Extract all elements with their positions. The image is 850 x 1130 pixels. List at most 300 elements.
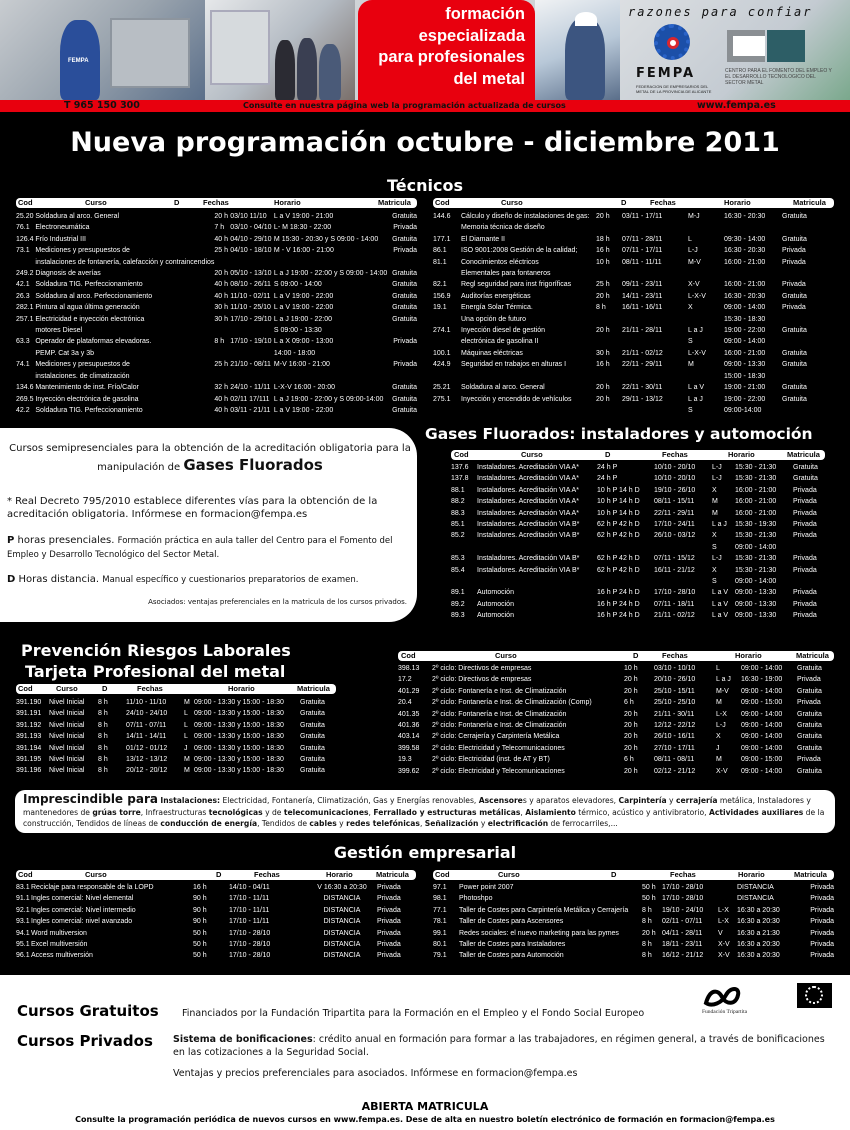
cell-fechas: 08/10 - 26/11 [230,281,271,289]
col-horario: Horario [274,198,301,207]
cell-cod [16,371,35,382]
cell-matricula [782,268,834,279]
cell-d [214,257,230,268]
cell-cod: 399.62 [398,767,420,775]
cell-matricula: Privada [810,952,834,960]
p-label: P [7,535,15,546]
cell-fechas: 22/11 - 30/11 [622,384,663,392]
table-row [433,314,834,325]
cell-horario: 16:30 a 20:30 [737,952,780,960]
cell-d: 90 h [193,918,207,926]
cell-dias: M [716,756,722,764]
cell-curso: Nivel Inicial [49,710,85,718]
tripartita-logo [700,985,750,1015]
cell-matricula: Privada [377,895,401,903]
cell-d: 40 h [214,292,229,300]
cell-curso: Mediciones y presupuestos de [35,247,130,255]
cell-cod [16,348,35,359]
slogan: razones para confiar [628,5,813,19]
cell-horario: DISTANCIA [323,895,361,903]
cell-fechas [230,348,274,359]
cell-d: 20 h [624,767,638,775]
centro-logo [725,30,835,98]
cell-dias: L-X [718,918,729,926]
cell-curso: Power point 2007 [459,884,514,891]
cell-matricula: Gratuita [392,281,417,289]
cell-cod: 26.3 [16,292,30,300]
cell-horario: 14:00 - 18:00 [273,349,316,357]
cell-dias: X-V [718,941,730,949]
cell-fechas: 17/10 - 28/10 [662,884,704,891]
cell-curso: 2º ciclo: Fontanería e Inst. de Climatización [432,710,567,718]
cell-curso: Ingles comercial: Nivel intermedio [31,906,136,914]
cell-fechas: 09/11 - 23/11 [622,281,663,289]
table-row [398,743,834,754]
cell-horario: 19:00 - 21:00 [724,384,766,392]
table-row [451,587,825,598]
cell-cod: 134.6 [16,384,34,392]
cell-fechas: 17/10 - 28/10 [229,929,271,937]
table-row [16,325,417,336]
cell-fechas: 03/10 - 10/10 [654,665,696,672]
cell-horario: 15:30 - 18:30 [724,315,766,323]
cell-cod: 42.2 [16,406,30,414]
cell-d: 10 h P 14 h D [597,498,640,506]
cell-cod: 95.1 [16,941,30,949]
cell-d: 20 h [596,327,610,335]
cell-matricula: Gratuita [392,213,417,220]
list-text: , [520,807,526,817]
cell-dias: L [184,721,188,729]
gestion-right-header [433,870,834,880]
cell-matricula: Gratuita [793,475,818,483]
cell-d: 40 h [214,235,229,243]
cell-d: 30 h [596,349,610,357]
cell-matricula: Privada [797,699,821,707]
table-row [433,245,834,256]
cell-matricula: Gratuita [793,464,818,471]
cell-matricula: Gratuita [300,721,325,729]
table-row [433,950,834,961]
tecnicos-title: Técnicos [387,176,463,195]
cell-fechas: 01/12 - 01/12 [126,744,168,752]
cell-cod: 42.1 [16,281,30,289]
cell-cod: 77.1 [433,906,447,914]
table-row [16,916,416,927]
cell-dias: J [184,744,188,752]
table-row [16,939,416,950]
cell-d: 8 h [98,721,108,729]
cell-fechas: 16/11 - 21/12 [654,566,695,574]
cell-dias: L-J [712,464,722,471]
cell-matricula [782,371,834,382]
col-matricula: Matricula [796,651,829,660]
cell-horario: 16:30 - 20:30 [724,213,766,220]
highlight-term: cables [309,819,337,828]
cell-d: 20 h [596,384,610,392]
cell-matricula: Gratuita [392,315,417,323]
col-cod: Cod [435,198,450,207]
infinity-icon [700,985,750,1007]
cell-curso: 2º ciclo: Fontanería e Inst. de Climatización (Comp) [432,699,592,707]
cell-matricula [782,314,834,325]
table-row [433,882,834,893]
cell-matricula: Privada [377,884,401,891]
cell-curso: Nivel Inicial [49,767,85,775]
cell-matricula: Privada [782,258,806,266]
cell-horario: L a V 19:00 - 22:00 [273,406,334,414]
cell-d: 8 h [98,710,108,718]
table-row [433,939,834,950]
cell-fechas: 17/10 - 24/11 [654,521,695,529]
gestion-title: Gestión empresarial [333,843,517,862]
cell-horario: 16:30 - 19:00 [741,676,783,684]
gases-title: Gases Fluorados: instaladores y automoción [425,425,813,443]
cell-dias: X [712,566,717,574]
cell-fechas: 03/11 - 21/11 [230,406,271,414]
cell-cod: 401.29 [398,687,420,695]
cell-d [214,371,230,382]
cell-fechas: 07/11 - 28/11 [622,235,663,243]
cell-fechas [622,405,688,416]
cell-curso: Inyección diesel de gestión [461,327,546,335]
cell-cod: 126.4 [16,235,34,243]
cell-dias: L-X-V [688,292,706,300]
cell-dias: X [688,304,693,312]
cell-curso: Regl seguridad para inst frigoríficas [461,281,572,289]
cell-cod: 79.1 [433,952,447,960]
banner-photo-worker [535,0,620,100]
highlight-term: Actividades auxiliares [709,807,804,817]
cell-cod: 98.1 [433,895,447,903]
cell-horario: DISTANCIA [323,952,361,960]
cell-cod: 93.1 [16,918,30,926]
cell-horario: 09:00 - 13:30 y 15:00 - 18:30 [194,733,284,741]
table-row [433,916,834,927]
cell-curso: Energía Solar Térmica. [461,304,533,312]
banner-photo-workshop [0,0,205,100]
col-cod: Cod [435,870,450,879]
cell-fechas: 21/11 - 02/12 [622,349,663,357]
d-title: Horas distancia. [18,574,100,585]
cell-horario: S 09:00 - 14:00 [273,281,322,289]
headline-line: para profesionales [378,48,525,66]
cell-d [596,371,622,382]
cell-d: 50 h [193,952,207,960]
cell-curso: electrónica de gasolina II [461,338,539,346]
cell-curso: Frío Industrial III [35,235,86,243]
cell-d: 62 h P 42 h D [597,555,640,563]
cell-dias: S [712,543,717,551]
cell-d [597,576,654,587]
cell-horario: L a J 19:00 - 22:00 y S 09:00 - 14:00 [273,270,388,278]
cell-cod: 391.193 [16,733,42,741]
cell-d: 50 h [642,895,656,903]
cell-matricula [793,576,825,587]
cell-dias [688,371,724,382]
table-row [398,766,834,777]
gear-icon [654,24,690,60]
cell-dias: V [718,929,723,937]
headline-line: del metal [453,69,525,88]
col-fechas: Fechas [662,651,688,660]
cell-fechas: 20/12 - 20/12 [126,767,168,775]
table-row [398,720,834,731]
col-fechas: Fechas [650,198,676,207]
cell-fechas: 07/11 - 18/11 [654,600,695,608]
cell-d [596,336,622,347]
cell-d: 8 h [98,756,108,764]
cell-dias: L [184,733,188,741]
cell-dias: S [688,338,693,346]
table-row [433,893,834,904]
table-row [451,542,825,553]
list-text: s y aparatos elevadores, [522,796,619,805]
table-row [451,462,825,473]
table-row [433,371,834,382]
cell-fechas [622,314,688,325]
highlight-term: telecomunicaciones [283,807,369,817]
list-text: y [666,796,676,805]
cell-horario: 16:00 - 21:00 [735,498,777,506]
cell-curso: Instaladores. Acreditación VIA A* [477,486,579,494]
table-row [433,302,834,313]
cell-curso: Taller de Costes para Instaladores [459,941,566,949]
asociados-note: Asociados: ventajas preferenciales en la matricula de los cursos privados. [148,598,407,606]
cell-d: 8 h [214,338,225,346]
cell-curso: Inyección electrónica de gasolina [35,395,139,403]
imprescindible-panel [15,790,835,833]
cell-fechas: 07/11 - 15/12 [654,555,695,563]
cell-d: 20 h [624,676,638,684]
cell-curso: Instaladores. Acreditación VIA A* [477,498,579,506]
gases-info-panel [0,428,417,622]
cell-fechas: 21/11 - 02/12 [654,612,695,620]
cell-horario: 16:00 - 21:00 [724,349,766,357]
table-row [16,405,417,416]
table-row [433,382,834,393]
cell-horario: 16:00 - 21:00 [724,258,766,266]
table-row [16,314,417,325]
table-row [433,394,834,405]
cell-cod: 92.1 [16,906,30,914]
website-link[interactable]: www.fempa.es [697,100,776,111]
cell-curso: Auditorías energéticas [461,292,531,300]
cell-cod: 88.3 [451,509,465,517]
col-matricula: Matricula [794,870,827,879]
cell-matricula: Gratuita [782,349,807,357]
cell-matricula: Privada [793,566,817,574]
list-text: y [478,819,488,828]
cell-cod: 391.190 [16,699,42,706]
gestion-right-table [433,882,834,962]
cell-dias: L [688,235,692,243]
cell-fechas: 17/10 - 11/11 [229,906,270,914]
cell-curso: Photoshpo [459,895,493,903]
cell-d: 8 h [596,304,606,312]
cell-dias [688,222,724,233]
cell-cod [433,314,461,325]
table-row [16,394,417,405]
list-text: térmico, acústico y antivibratorio, [575,807,709,817]
cell-matricula: Gratuita [300,744,325,752]
cell-curso: Conocimientos eléctricos [461,258,539,266]
col-fechas: Fechas [203,198,229,207]
cell-cod: 89.2 [451,600,465,608]
gestion-left-table [16,882,416,962]
cell-dias: M [712,509,718,517]
cell-dias: M [184,767,190,775]
cell-matricula: Privada [377,918,401,926]
cell-matricula: Gratuita [797,744,822,752]
list-text: metálica, Instaladores y mantenedores de [23,796,811,817]
cell-horario: L a J 19:00 - 22:00 y S 09:00-14:00 [273,395,384,403]
cell-d: 20 h [642,929,656,937]
cell-curso: Nivel Inicial [49,744,85,752]
cell-fechas: 05/10 - 13/10 [230,270,272,278]
table-row [433,325,834,336]
cell-d: 20 h [624,744,638,752]
cell-fechas [654,576,712,587]
gases-header [451,450,825,460]
cell-curso: Excel multiversión [31,941,88,949]
cell-horario: 09:00 - 14:00 [735,543,777,551]
cell-dias: L a J [688,395,703,403]
cell-horario: 09:00 - 14:00 [724,304,766,312]
table-row [16,697,336,708]
cell-curso: Ingles comercial: Nivel elemental [31,895,134,903]
col-cod: Cod [18,870,33,879]
cell-fechas [230,371,274,382]
cell-matricula: Gratuita [300,767,325,775]
cell-dias: J [716,744,720,752]
centro-logo-mark-2 [767,30,805,62]
cell-horario: 15:30 - 21:30 [735,532,777,540]
cell-curso [477,576,597,587]
cell-matricula: Privada [377,929,401,937]
cell-d: 16 h [596,247,610,255]
cell-curso: Soldadura al arco. Perfeccionamiento [35,292,153,300]
col-d: D [174,198,180,207]
cell-matricula: Privada [782,304,806,312]
ventajas-text: Ventajas y precios preferenciales para asociados. Infórmese en formacion@fempa.es [173,1068,578,1079]
cell-dias: L a J [688,327,703,335]
col-horario: Horario [728,450,755,459]
cell-horario: DISTANCIA [323,929,361,937]
eu-flag-icon [797,983,832,1008]
table-row [16,371,417,382]
cell-matricula: Gratuita [782,384,807,392]
cell-curso: Instaladores. Acreditación VIA B* [477,521,580,529]
cell-d: 6 h [624,699,634,707]
cell-matricula: Gratuita [392,406,417,414]
cell-fechas: 22/11 - 29/11 [622,361,663,369]
cell-horario: 16:00 - 21:00 [735,486,777,494]
cell-fechas: 03/10 11/10 [230,213,267,220]
col-d: D [216,870,222,879]
col-d: D [633,651,639,660]
col-fechas: Fechas [137,684,163,693]
col-fechas: Fechas [254,870,280,879]
cell-fechas: 11/10 - 25/10 [230,304,271,312]
cell-matricula: Privada [393,338,417,346]
cell-dias: L a V [712,589,729,597]
cell-cod: 99.1 [433,929,447,937]
cell-fechas: 10/10 - 20/10 [654,475,696,483]
col-horario: Horario [228,684,255,693]
table-row [16,893,416,904]
cell-d: 8 h [98,767,108,775]
cell-cod: 86.1 [433,247,447,255]
table-row [433,257,834,268]
table-row [16,336,417,347]
headline-line: formación [445,5,525,23]
col-curso: Curso [56,684,78,693]
table-row [16,720,336,731]
cell-matricula: Privada [810,929,834,937]
cell-dias [688,268,724,279]
col-matricula: Matricula [376,870,409,879]
cell-dias: L-J [716,722,726,730]
cell-d: 18 h [596,235,610,243]
cell-fechas: 17/10 - 19/10 [230,338,272,346]
table-row [451,565,825,576]
cell-matricula: Privada [393,361,417,369]
list-text: , [419,819,425,828]
cell-horario: 16:00 - 21:00 [735,509,777,517]
cell-matricula [390,325,417,336]
cell-matricula: Privada [782,247,806,255]
cell-d: 8 h [642,918,652,926]
table-row [398,674,834,685]
cell-matricula: Gratuita [300,710,325,718]
tecnicos-right-header [433,198,834,208]
cell-cod: 398.13 [398,665,420,672]
cell-horario: 09:00 - 13:30 y 15:00 - 18:30 [194,721,284,729]
cell-cod [433,371,461,382]
cell-fechas: 17/10 - 11/11 [229,918,270,926]
cell-dias: L-J [712,475,722,483]
cell-dias: L [184,710,188,718]
cell-d: 10 h [624,665,638,672]
cell-matricula [390,257,417,268]
cell-cod: 82.1 [433,281,447,289]
cell-cod: 282.1 [16,304,34,312]
cell-fechas: 29/11 - 13/12 [622,395,663,403]
cell-d: 16 h P 24 h D [597,589,640,597]
page-title: Nueva programación octubre - diciembre 2011 [70,127,780,158]
cell-horario: 09:00-14:00 [724,406,762,414]
cell-d: 20 h [624,722,638,730]
cell-cod: 19.1 [433,304,447,312]
col-matricula: Matricula [297,684,330,693]
cell-d: 40 h [214,281,229,289]
fempa-logo [636,22,716,97]
cell-fechas: 24/10 - 24/10 [126,710,168,718]
cell-dias: L a J [712,521,727,529]
cell-curso: ISO 9001:2008 Gestión de la calidad; [461,247,578,255]
cell-fechas: 17/10 - 28/10 [229,941,271,949]
cell-matricula: Gratuita [797,733,822,741]
cell-matricula: Privada [793,509,817,517]
cell-matricula [782,336,834,347]
cell-cod: 391.194 [16,744,42,752]
cell-d: 32 h [214,384,229,392]
cell-d: 16 h [596,361,610,369]
table-row [16,382,417,393]
table-row [451,519,825,530]
cell-matricula: Privada [797,756,821,764]
